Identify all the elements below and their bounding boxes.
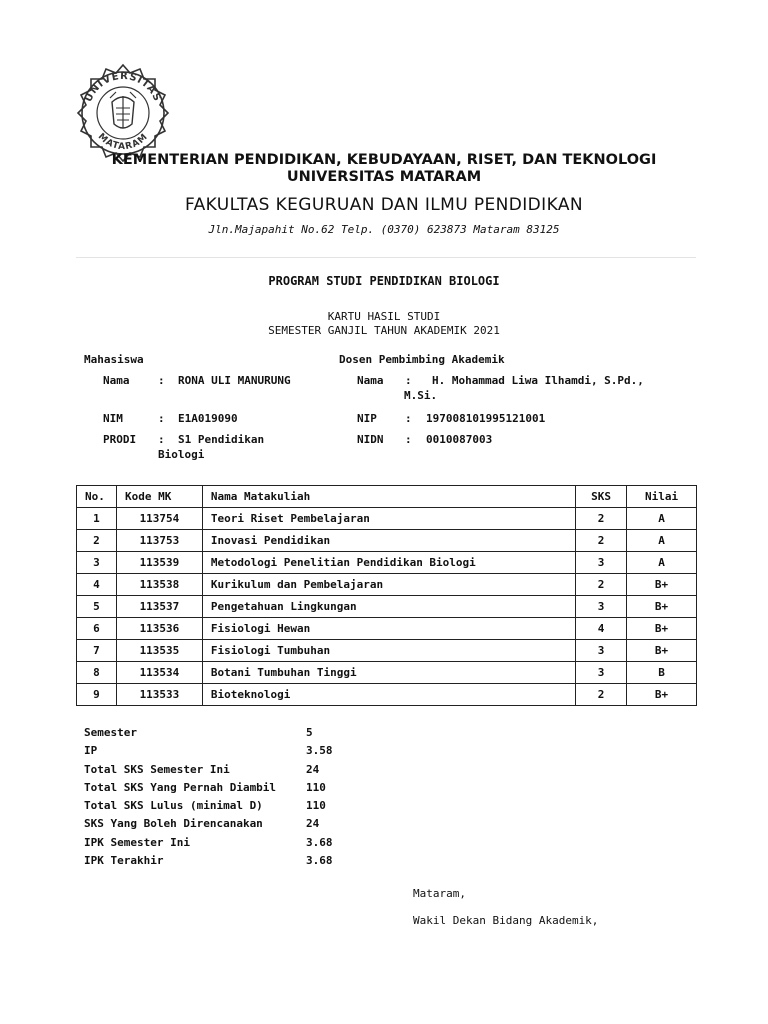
cell-no: 4 xyxy=(77,574,117,596)
summary-values xyxy=(306,724,333,870)
cell-course: Bioteknologi xyxy=(202,684,575,706)
cell-grade: A xyxy=(627,530,697,552)
cell-no: 3 xyxy=(77,552,117,574)
col-header-sks: SKS xyxy=(576,486,627,508)
cell-code: 113537 xyxy=(116,596,202,618)
cell-course: Inovasi Pendidikan xyxy=(202,530,575,552)
advisor-nip: 197008101995121001 xyxy=(426,412,546,425)
cell-grade: B+ xyxy=(627,574,697,596)
signature-title: Wakil Dekan Bidang Akademik, xyxy=(413,914,599,927)
col-header-course: Nama Matakuliah xyxy=(202,486,575,508)
cell-code: 113753 xyxy=(116,530,202,552)
summary-value: 3.58 xyxy=(306,744,333,758)
summary-label: Total SKS Semester Ini xyxy=(84,762,230,776)
summary-label: IPK Semester Ini xyxy=(84,835,190,849)
cell-no: 6 xyxy=(77,618,117,640)
summary-label: Total SKS Yang Pernah Diambil xyxy=(84,780,277,794)
svg-text:MATARAM: MATARAM xyxy=(95,131,151,153)
cell-grade: B+ xyxy=(627,684,697,706)
cell-sks: 3 xyxy=(576,640,627,662)
card-title-block xyxy=(0,310,768,338)
letterhead-institution xyxy=(0,152,768,186)
summary-value: 24 xyxy=(306,762,320,776)
header-divider xyxy=(76,257,696,258)
col-header-code: Kode MK xyxy=(116,486,202,508)
table-row xyxy=(77,552,697,574)
svg-text:UNIVERSITAS: UNIVERSITAS xyxy=(83,70,163,104)
separator: : xyxy=(158,374,165,387)
student-nim-label: NIM xyxy=(103,412,123,425)
grades-table xyxy=(76,485,697,706)
col-header-no: No. xyxy=(77,486,117,508)
cell-code: 113535 xyxy=(116,640,202,662)
cell-code: 113536 xyxy=(116,618,202,640)
advisor-name-label: Nama xyxy=(357,374,384,387)
table-row xyxy=(77,684,697,706)
signature-place: Mataram, xyxy=(413,887,466,900)
student-prodi-cont: Biologi xyxy=(158,448,205,461)
cell-course: Fisiologi Tumbuhan xyxy=(202,640,575,662)
separator: : xyxy=(158,412,165,425)
cell-code: 113533 xyxy=(116,684,202,706)
cell-course: Metodologi Penelitian Pendidikan Biologi xyxy=(202,552,575,574)
cell-course: Fisiologi Hewan xyxy=(202,618,575,640)
advisor-nip-label: NIP xyxy=(357,412,377,425)
cell-grade: B xyxy=(627,662,697,684)
cell-no: 2 xyxy=(77,530,117,552)
cell-no: 9 xyxy=(77,684,117,706)
student-prodi: S1 Pendidikan xyxy=(178,433,265,446)
cell-sks: 2 xyxy=(576,684,627,706)
advisor-name: H. Mohammad Liwa Ilhamdi, S.Pd., xyxy=(432,374,644,387)
cell-course: Botani Tumbuhan Tinggi xyxy=(202,662,575,684)
cell-grade: A xyxy=(627,508,697,530)
cell-sks: 2 xyxy=(576,574,627,596)
table-row xyxy=(77,618,697,640)
summary-value: 3.68 xyxy=(306,835,333,849)
advisor-nidn: 0010087003 xyxy=(426,433,493,446)
student-nim: E1A019090 xyxy=(178,412,238,425)
separator: : xyxy=(405,374,412,387)
table-row xyxy=(77,662,697,684)
cell-grade: B+ xyxy=(627,640,697,662)
cell-grade: B+ xyxy=(627,618,697,640)
summary-labels xyxy=(84,724,276,870)
cell-course: Pengetahuan Lingkungan xyxy=(202,596,575,618)
card-title: KARTU HASIL STUDI xyxy=(327,310,441,323)
card-semester: SEMESTER GANJIL TAHUN AKADEMIK 2021 xyxy=(268,324,500,337)
table-header-row xyxy=(77,486,697,508)
table-row xyxy=(77,596,697,618)
cell-sks: 3 xyxy=(576,552,627,574)
summary-label: SKS Yang Boleh Direncanakan xyxy=(84,817,263,831)
cell-grade: B+ xyxy=(627,596,697,618)
summary-label: IP xyxy=(84,744,98,758)
student-section-label: Mahasiswa xyxy=(84,353,144,366)
student-prodi-label: PRODI xyxy=(103,433,137,446)
table-row xyxy=(77,508,697,530)
table-row xyxy=(77,574,697,596)
summary-value: 110 xyxy=(306,799,326,813)
summary-value: 110 xyxy=(306,780,326,794)
separator: : xyxy=(158,433,165,446)
university-name: UNIVERSITAS MATARAM xyxy=(286,169,482,185)
student-name: RONA ULI MANURUNG xyxy=(178,374,291,387)
summary-label: Semester xyxy=(84,726,137,739)
cell-sks: 2 xyxy=(576,508,627,530)
cell-code: 113539 xyxy=(116,552,202,574)
cell-sks: 3 xyxy=(576,596,627,618)
university-seal-logo xyxy=(72,62,174,164)
cell-no: 5 xyxy=(77,596,117,618)
cell-sks: 4 xyxy=(576,618,627,640)
advisor-nidn-label: NIDN xyxy=(357,433,384,446)
advisor-name-cont: M.Si. xyxy=(404,389,438,402)
summary-value: 3.68 xyxy=(306,854,333,868)
separator: : xyxy=(405,412,412,425)
summary-value: 5 xyxy=(306,726,313,739)
advisor-section-label: Dosen Pembimbing Akademik xyxy=(339,353,505,366)
separator: : xyxy=(405,433,412,446)
cell-no: 8 xyxy=(77,662,117,684)
program-title: PROGRAM STUDI PENDIDIKAN BIOLOGI xyxy=(268,274,500,288)
summary-label: IPK Terakhir xyxy=(84,854,164,868)
faculty-name: FAKULTAS KEGURUAN DAN ILMU PENDIDIKAN xyxy=(185,195,583,215)
cell-code: 113754 xyxy=(116,508,202,530)
table-row xyxy=(77,640,697,662)
student-name-label: Nama xyxy=(103,374,130,387)
faculty-address: Jln.Majapahit No.62 Telp. (0370) 623873 Mataram 83125 xyxy=(208,223,560,236)
cell-code: 113538 xyxy=(116,574,202,596)
ministry-name: KEMENTERIAN PENDIDIKAN, KEBUDAYAAN, RISET, DAN TEKNOLOGI xyxy=(111,152,657,168)
col-header-grade: Nilai xyxy=(627,486,697,508)
cell-code: 113534 xyxy=(116,662,202,684)
cell-no: 1 xyxy=(77,508,117,530)
cell-course: Teori Riset Pembelajaran xyxy=(202,508,575,530)
cell-sks: 3 xyxy=(576,662,627,684)
cell-course: Kurikulum dan Pembelajaran xyxy=(202,574,575,596)
cell-grade: A xyxy=(627,552,697,574)
cell-no: 7 xyxy=(77,640,117,662)
summary-label: Total SKS Lulus (minimal D) xyxy=(84,799,263,813)
cell-sks: 2 xyxy=(576,530,627,552)
table-row xyxy=(77,530,697,552)
summary-value: 24 xyxy=(306,817,320,831)
